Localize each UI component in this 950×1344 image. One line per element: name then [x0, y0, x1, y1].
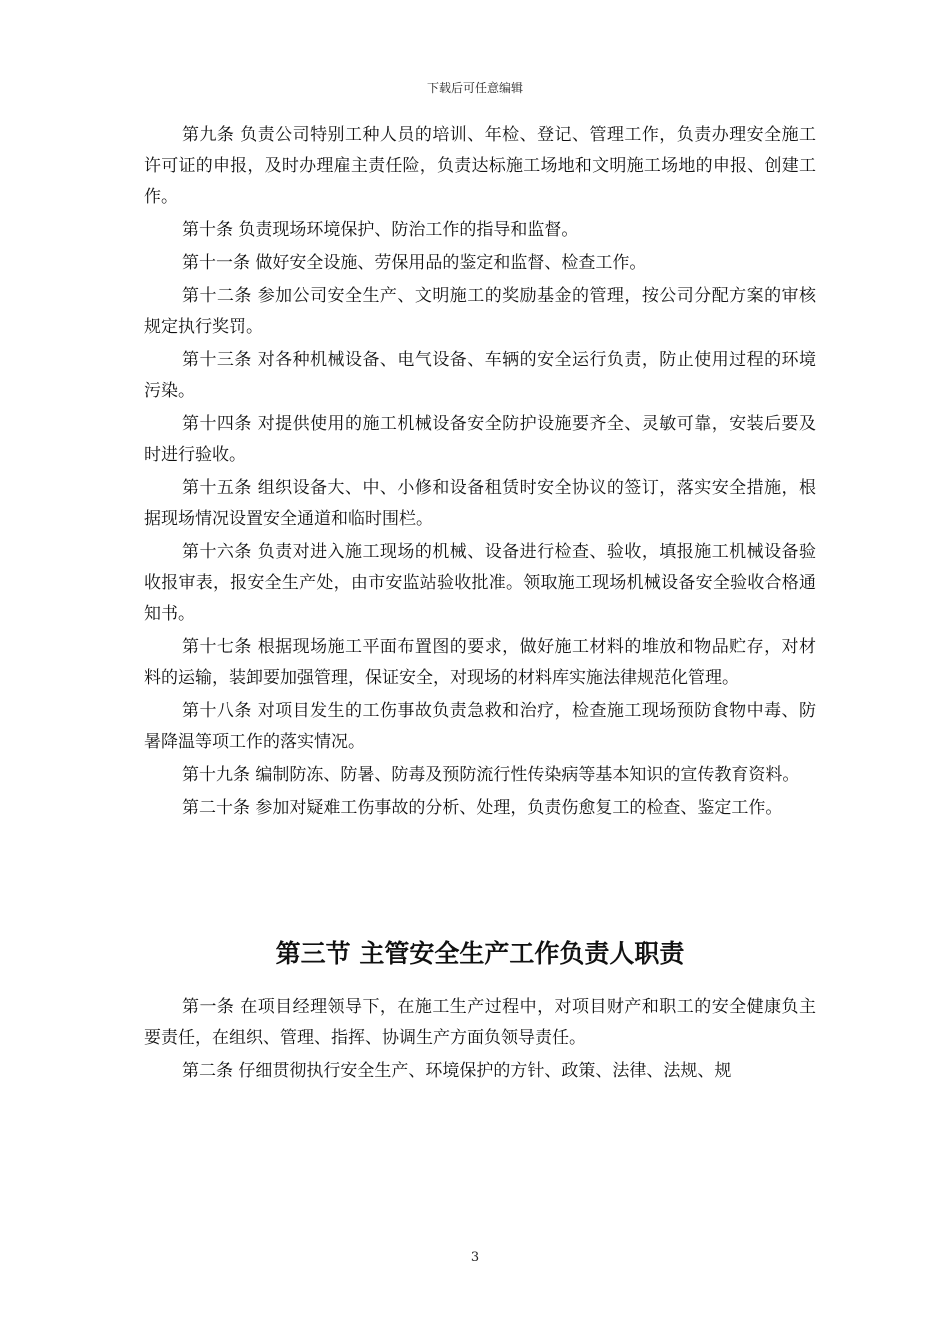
- article-14: 第十四条 对提供使用的施工机械设备安全防护设施要齐全、灵敏可靠，安装后要及时进行验收。: [144, 414, 816, 465]
- article-16: 第十六条 负责对进入施工现场的机械、设备进行检查、验收，填报施工机械设备验收报审表，报安全生产处，由市安监站验收批准。领取施工现场机械设备安全验收合格通知书。: [144, 542, 816, 624]
- article-13: 第十三条 对各种机械设备、电气设备、车辆的安全运行负责，防止使用过程的环境污染。: [144, 350, 816, 401]
- article-12: 第十二条 参加公司安全生产、文明施工的奖励基金的管理，按公司分配方案的审核规定执行奖罚。: [144, 286, 816, 337]
- title-spacer: [144, 974, 816, 992]
- article-17: 第十七条 根据现场施工平面布置图的要求，做好施工材料的堆放和物品贮存，对材料的运输，装卸要加强管理，保证安全，对现场的材料库实施法律规范化管理。: [144, 637, 816, 688]
- section-spacer: [144, 826, 816, 934]
- article-10: 第十条 负责现场环境保护、防治工作的指导和监督。: [182, 220, 579, 240]
- article-19: 第十九条 编制防冻、防暑、防毒及预防流行性传染病等基本知识的宣传教育资料。: [182, 765, 800, 785]
- section3-article-2: 第二条 仔细贯彻执行安全生产、环境保护的方针、政策、法律、法规、规: [182, 1061, 732, 1081]
- article-11: 第十一条 做好安全设施、劳保用品的鉴定和监督、检查工作。: [182, 253, 647, 273]
- page-header: 下载后可任意编辑: [426, 81, 523, 95]
- page-number: 3: [470, 1250, 480, 1265]
- article-15: 第十五条 组织设备大、中、小修和设备租赁时安全协议的签订，落实安全措施，根据现场情况设置安全通道和临时围栏。: [144, 478, 816, 529]
- article-18: 第十八条 对项目发生的工伤事故负责急救和治疗，检查施工现场预防食物中毒、防暑降温等项工作的落实情况。: [144, 701, 816, 752]
- section3-article-1: 第一条 在项目经理领导下，在施工生产过程中，对项目财产和职工的安全健康负主要责任，在组织、管理、指挥、协调生产方面负领导责任。: [144, 997, 816, 1048]
- article-9: 第九条 负责公司特别工种人员的培训、年检、登记、管理工作，负责办理安全施工许可证的申报，及时办理雇主责任险，负责达标施工场地和文明施工场地的申报、创建工作。: [144, 125, 816, 207]
- section-title: 第三节 主管安全生产工作负责人职责: [275, 939, 685, 968]
- document-body: [144, 120, 816, 1089]
- article-20: 第二十条 参加对疑难工伤事故的分析、处理，负责伤愈复工的检查、鉴定工作。: [182, 798, 783, 818]
